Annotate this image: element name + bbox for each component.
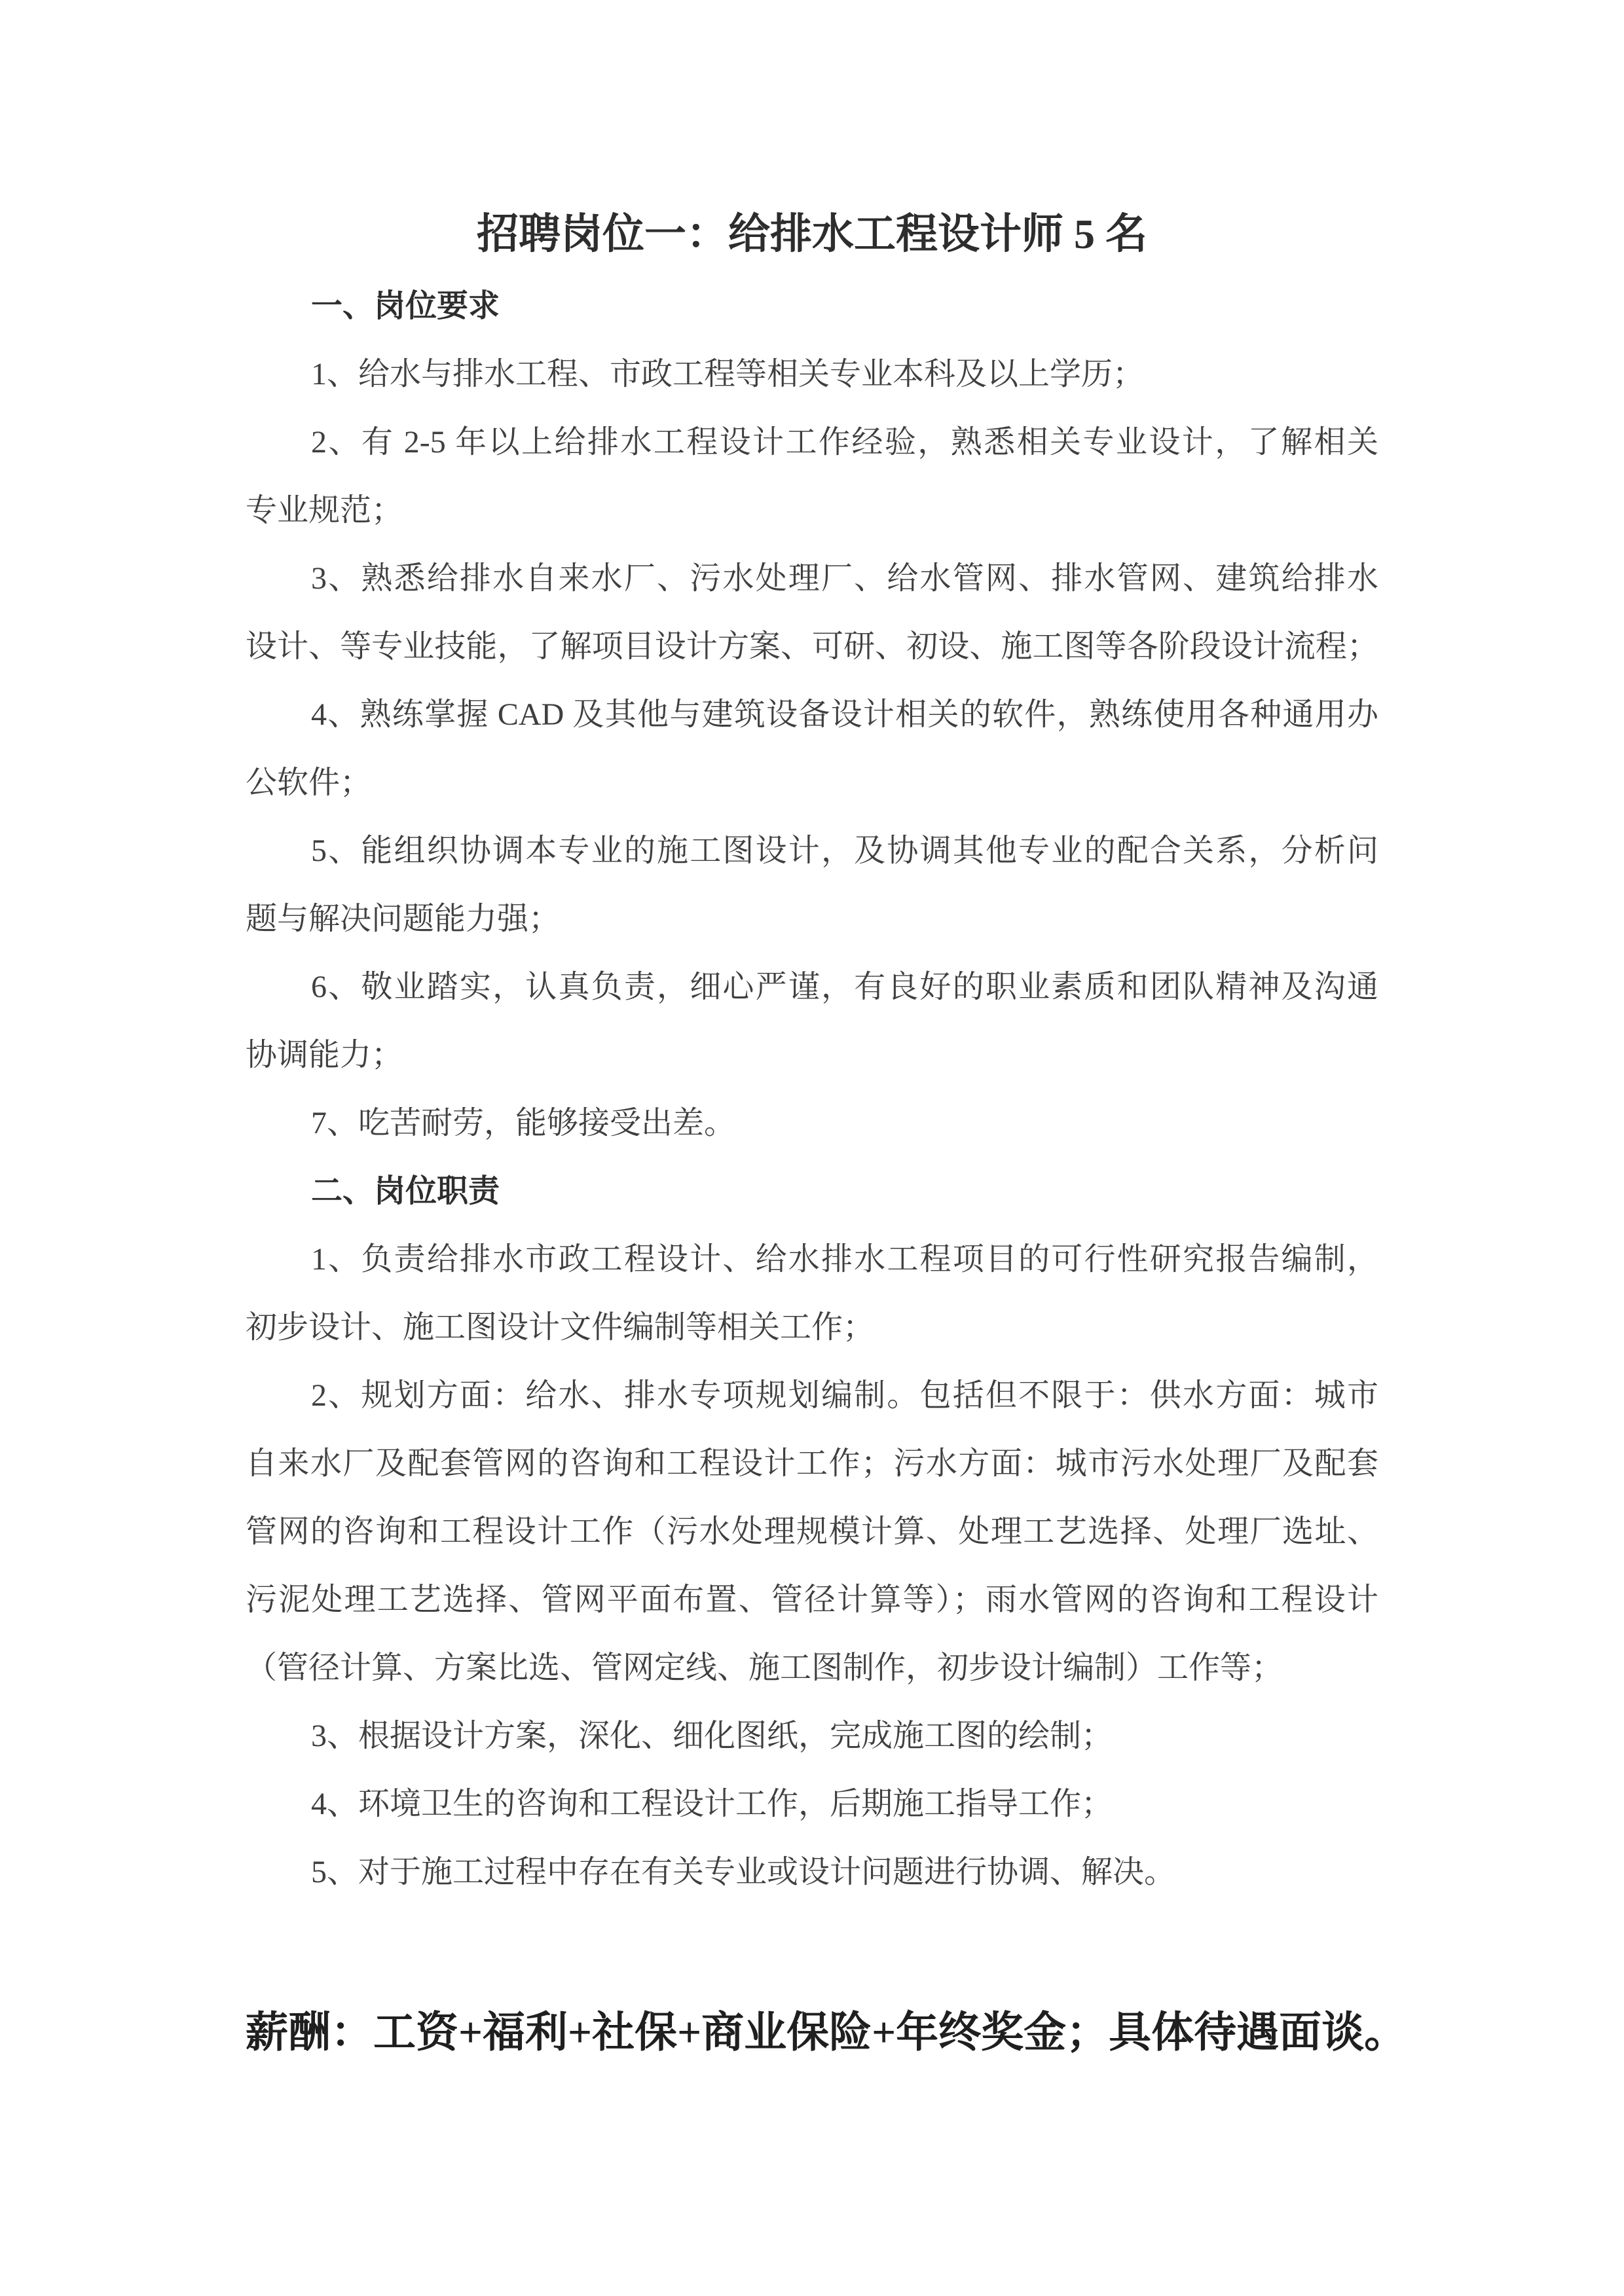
body-line: 题与解决问题能力强； [246, 902, 561, 936]
section-heading-duties: 二、岗位职责 [311, 1174, 500, 1209]
section-heading-requirements: 一、岗位要求 [311, 289, 500, 323]
body-line: （管径计算、方案比选、管网定线、施工图制作，初步设计编制）工作等； [246, 1650, 1283, 1685]
body-line: 1、给水与排水工程、市政工程等相关专业本科及以上学历； [311, 357, 1145, 392]
body-line: 初步设计、施工图设计文件编制等相关工作； [246, 1310, 875, 1345]
body-line: 6、敬业踏实，认真负责，细心严谨，有良好的职业素质和团队精神及沟通 [311, 970, 1378, 1004]
body-line: 自来水厂及配套管网的咨询和工程设计工作；污水方面：城市污水处理厂及配套 [246, 1446, 1378, 1481]
body-line: 专业规范； [246, 493, 403, 528]
body-line: 公软件； [246, 765, 372, 800]
body-line: 4、环境卫生的咨询和工程设计工作，后期施工指导工作； [311, 1787, 1113, 1821]
body-line: 1、负责给排水市政工程设计、给水排水工程项目的可行性研究报告编制， [311, 1242, 1378, 1277]
salary-line: 薪酬：工资+福利+社保+商业保险+年终奖金；具体待遇面谈。 [246, 2009, 1407, 2056]
body-line: 协调能力； [246, 1038, 403, 1072]
body-line: 2、规划方面：给水、排水专项规划编制。包括但不限于：供水方面：城市 [311, 1378, 1378, 1413]
body-line: 3、熟悉给排水自来水厂、污水处理厂、给水管网、排水管网、建筑给排水 [311, 561, 1378, 596]
body-line: 污泥处理工艺选择、管网平面布置、管径计算等）；雨水管网的咨询和工程设计 [246, 1582, 1378, 1617]
body-line: 7、吃苦耐劳，能够接受出差。 [311, 1106, 736, 1140]
body-line: 5、对于施工过程中存在有关专业或设计问题进行协调、解决。 [311, 1855, 1176, 1889]
body-line: 设计、等专业技能，了解项目设计方案、可研、初设、施工图等各阶段设计流程； [246, 629, 1378, 664]
body-line: 5、能组织协调本专业的施工图设计，及协调其他专业的配合关系，分析问 [311, 833, 1378, 868]
document-body [246, 272, 1378, 1906]
document-title: 招聘岗位一：给排水工程设计师 5 名 [477, 211, 1147, 257]
body-line: 2、有 2-5 年以上给排水工程设计工作经验，熟悉相关专业设计，了解相关 [311, 425, 1378, 460]
body-line: 3、根据设计方案，深化、细化图纸，完成施工图的绘制； [311, 1719, 1113, 1753]
body-line: 4、熟练掌握 CAD 及其他与建筑设备设计相关的软件，熟练使用各种通用办 [311, 697, 1378, 732]
body-line: 管网的咨询和工程设计工作（污水处理规模计算、处理工艺选择、处理厂选址、 [246, 1514, 1378, 1549]
